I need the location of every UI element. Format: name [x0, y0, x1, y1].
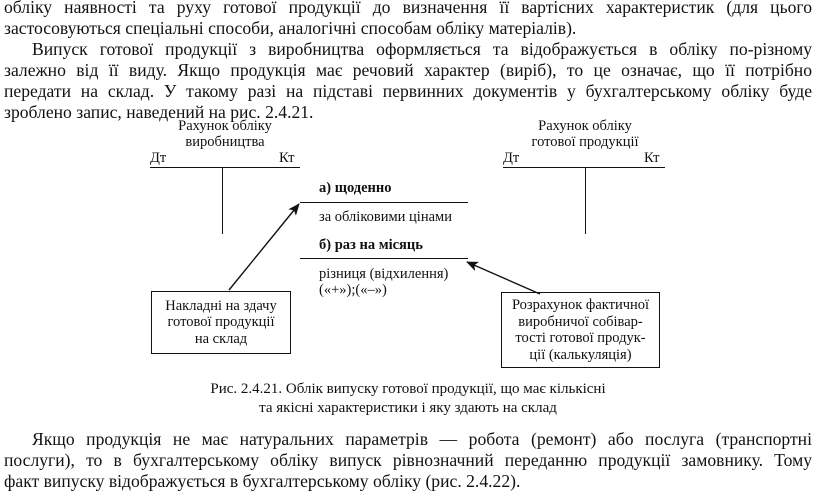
left-box-line: на склад — [194, 330, 248, 347]
top-text-line: обліку наявності та руху готової продукції до визначення її вартісних характеристик (для цього — [4, 0, 812, 17]
left-box-line: Накладні на здачу — [165, 297, 277, 314]
bottom-paragraph — [4, 429, 812, 492]
right-account-debit: Дт — [503, 150, 520, 166]
entry-b-label: б) раз на місяць — [319, 237, 423, 253]
figure-caption-line2: та якісні характеристики і яку здають на склад — [259, 400, 557, 416]
right-account-credit: Кт — [644, 150, 660, 166]
left-document-box — [151, 291, 291, 354]
top-text-line: застосовуються спеціальні способи, аналогічні способам обліку матеріалів). — [4, 18, 577, 38]
entry-a-note: за обліковими цінами — [319, 209, 452, 225]
top-text-line: передати на склад. У такому разі на підставі первинних документів у бухгалтерському обліку буде — [4, 81, 812, 101]
right-box-line: тості готової продук- — [515, 330, 646, 346]
entry-a-label: а) щоденно — [319, 180, 392, 196]
top-text-line: залежно від її виду. Якщо продукція має речовий характер (виріб), то це означає, що її потрібно — [4, 60, 812, 80]
top-text-line: зроблено запис, наведений на рис. 2.4.21. — [4, 102, 314, 122]
entry-b-note-line2: («+»);(«–») — [319, 282, 387, 298]
right-box-line: ції (калькуляція) — [529, 346, 632, 363]
left-account-title-line1: Рахунок обліку — [178, 118, 272, 134]
bottom-text-line: Якщо продукція не має натуральних параметрів — робота (ремонт) або послуга (транспортні — [32, 429, 812, 449]
left-box-line: готової продукції — [167, 314, 275, 331]
top-text-line: Випуск готової продукції з виробництва оформляється та відображується в обліку по-різному — [32, 39, 812, 59]
figure-caption-line1: Рис. 2.4.21. Облік випуску готової продукції, що має кількісні — [210, 381, 606, 397]
left-account-title-line2: виробництва — [185, 134, 265, 150]
right-box-line: виробничої собівар- — [518, 313, 643, 330]
right-account-title-line2: готової продукції — [531, 134, 639, 150]
bottom-text-line: послуги), то в бухгалтерському обліку випуск рівнозначний переданню продукції замовнику. Тому — [4, 450, 812, 470]
left-account-credit: Кт — [279, 150, 295, 166]
entry-b-note-line1: різниця (відхилення) — [319, 266, 449, 282]
bottom-text-line: факт випуску відображується в бухгалтерському обліку (рис. 2.4.22). — [4, 471, 521, 491]
right-document-box — [501, 292, 660, 368]
right-box-line: Розрахунок фактичної — [511, 297, 650, 313]
arrow-to-entry-a — [229, 204, 299, 290]
arrow-to-entry-b — [467, 262, 540, 294]
right-account-title-line1: Рахунок обліку — [538, 118, 632, 134]
left-account-debit: Дт — [150, 150, 167, 166]
